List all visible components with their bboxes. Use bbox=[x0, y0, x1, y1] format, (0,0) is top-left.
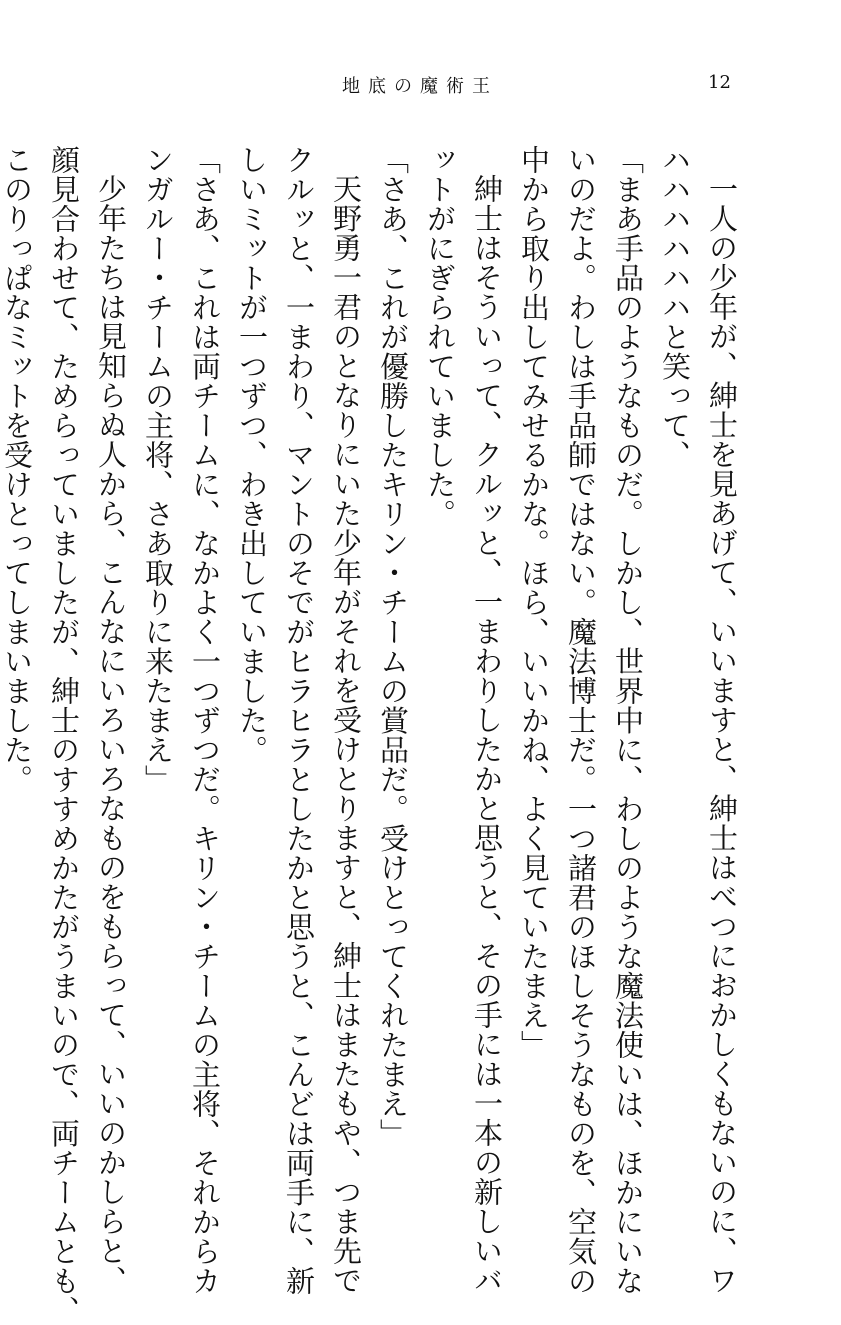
text-line: 少年たちは見知らぬ人から、こんなにいろいろなものをもらって、いいのかしらと、 bbox=[94, 174, 128, 1295]
text-line: 「さあ、これが優勝したキリン・チームの賞品だ。受けとってくれたまえ」 bbox=[376, 145, 410, 1148]
page-number: 12 bbox=[708, 72, 731, 93]
running-head-title: 地底の魔術王 bbox=[342, 76, 498, 97]
text-line: ットがにぎられていました。 bbox=[423, 145, 457, 529]
text-line: クルッと、一まわり、マントのそでがヒラヒラとしたかと思うと、こんどは両手に、新 bbox=[282, 145, 316, 1296]
text-line: 「まあ手品のようなものだ。しかし、世界中に、わしのような魔法使いは、ほかにいな bbox=[611, 145, 645, 1296]
text-line: 顔見合わせて、ためらっていましたが、紳士のすすめかたがうまいので、両チームとも、 bbox=[47, 145, 81, 1325]
text-line: 一人の少年が、紳士を見あげて、いいますと、紳士はべつにおかしくもないのに、ワ bbox=[705, 174, 739, 1295]
text-line: ハハハハハハと笑って、 bbox=[658, 145, 692, 470]
text-line: このりっぱなミットを受けとってしまいました。 bbox=[0, 145, 34, 794]
body-text bbox=[0, 145, 745, 1325]
text-line: 「さあ、これは両チームに、なかよく一つずつだ。キリン・チームの主将、それからカ bbox=[188, 145, 222, 1296]
text-line: 紳士はそういって、クルッと、一まわりしたかと思うと、その手には一本の新しいバ bbox=[470, 174, 504, 1295]
text-line: 中から取り出してみせるかな。ほら、いいかね、よく見ていたまえ」 bbox=[517, 145, 551, 1060]
text-line: しいミットが一つずつ、わき出していました。 bbox=[235, 145, 269, 765]
text-line: いのだよ。わしは手品師ではない。魔法博士だ。一つ諸君のほしそうなものを、空気の bbox=[564, 145, 598, 1296]
text-line: ンガルー・チームの主将、さあ取りに来たまえ」 bbox=[141, 145, 175, 794]
text-line: 天野勇一君のとなりにいた少年がそれを受けとりますと、紳士はまたもや、つま先で bbox=[329, 174, 363, 1295]
